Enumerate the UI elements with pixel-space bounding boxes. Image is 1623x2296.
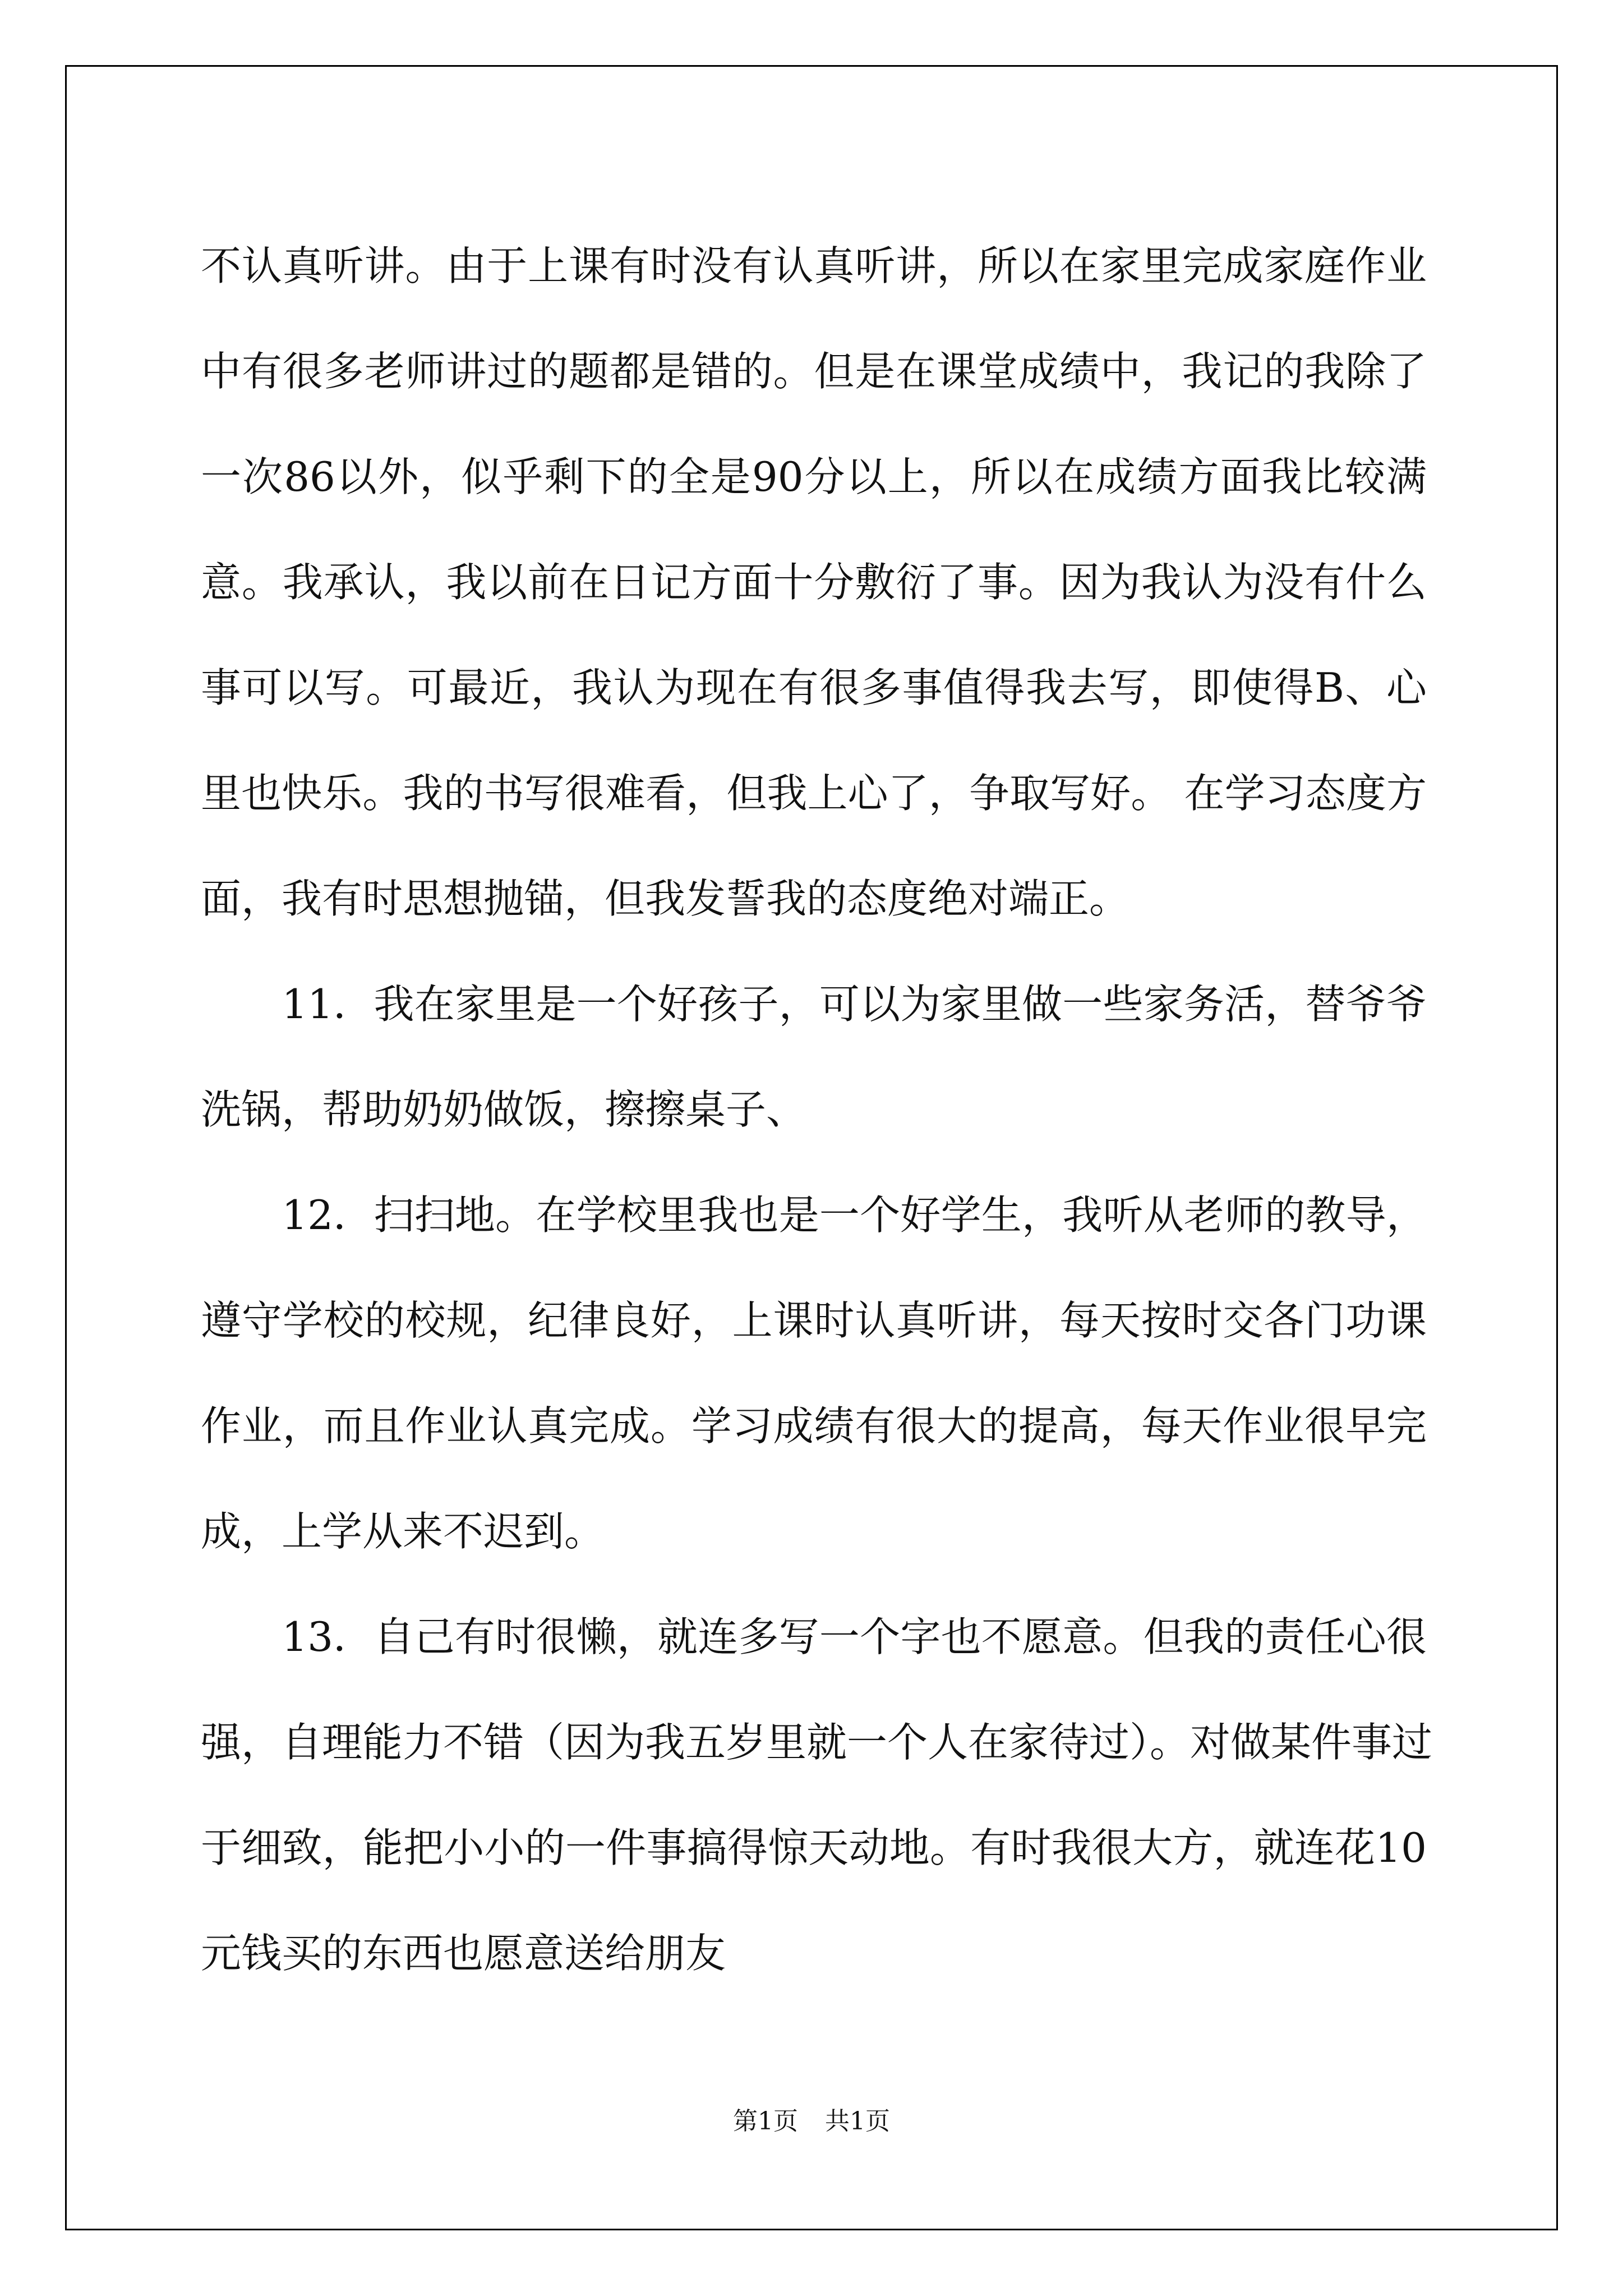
- text-line: 面，我有时思想抛锚，但我发誓我的态度绝对端正。: [201, 875, 1130, 922]
- page-number: 第1页: [733, 2107, 798, 2136]
- text-line: 里也快乐。我的书写很难看，但我上心了，争取写好。 在学习态度方: [201, 770, 1427, 817]
- text-line: 13．自己有时很懒，就连多写一个字也不愿意。但我的责任心很: [201, 1613, 1427, 1660]
- text-line: 意。我承认，我以前在日记方面十分敷衍了事。因为我认为没有什么: [201, 559, 1427, 606]
- text-line: 一次86以外，似乎剩下的全是90分以上，所以在成绩方面我比较满: [201, 453, 1427, 500]
- text-line: 11．我在家里是一个好孩子，可以为家里做一些家务活，替爷爷: [201, 981, 1427, 1028]
- text-line: 12．扫扫地。在学校里我也是一个好学生，我听从老师的教导，: [201, 1191, 1427, 1239]
- text-line: 中有很多老师讲过的题都是错的。但是在课堂成绩中，我记的我除了: [201, 348, 1427, 395]
- text-line: 元钱买的东西也愿意送给朋友: [201, 1930, 726, 1977]
- page-total: 共1页: [825, 2107, 890, 2136]
- text-line: 强，自理能力不错（因为我五岁里就一个人在家待过）。对做某件事过: [201, 1719, 1433, 1766]
- text-line: 作业，而且作业认真完成。学习成绩有很大的提高，每天作业很早完: [201, 1402, 1427, 1450]
- text-line: 遵守学校的校规，纪律良好，上课时认真听讲，每天按时交各门功课: [201, 1297, 1427, 1344]
- text-line: 不认真听讲。由于上课有时没有认真听讲，所以在家里完成家庭作业: [201, 242, 1427, 289]
- document-body: [201, 213, 1433, 2006]
- text-line: 成，上学从来不迟到。: [201, 1508, 605, 1555]
- text-line: 于细致，能把小小的一件事搞得惊天动地。有时我很大方，就连花10: [201, 1824, 1427, 1871]
- text-line: 事可以写。可最近，我认为现在有很多事值得我去写，即使得B、心: [201, 664, 1427, 711]
- text-line: 洗锅，帮助奶奶做饭，擦擦桌子、: [201, 1086, 807, 1133]
- page-footer: [0, 2105, 1623, 2138]
